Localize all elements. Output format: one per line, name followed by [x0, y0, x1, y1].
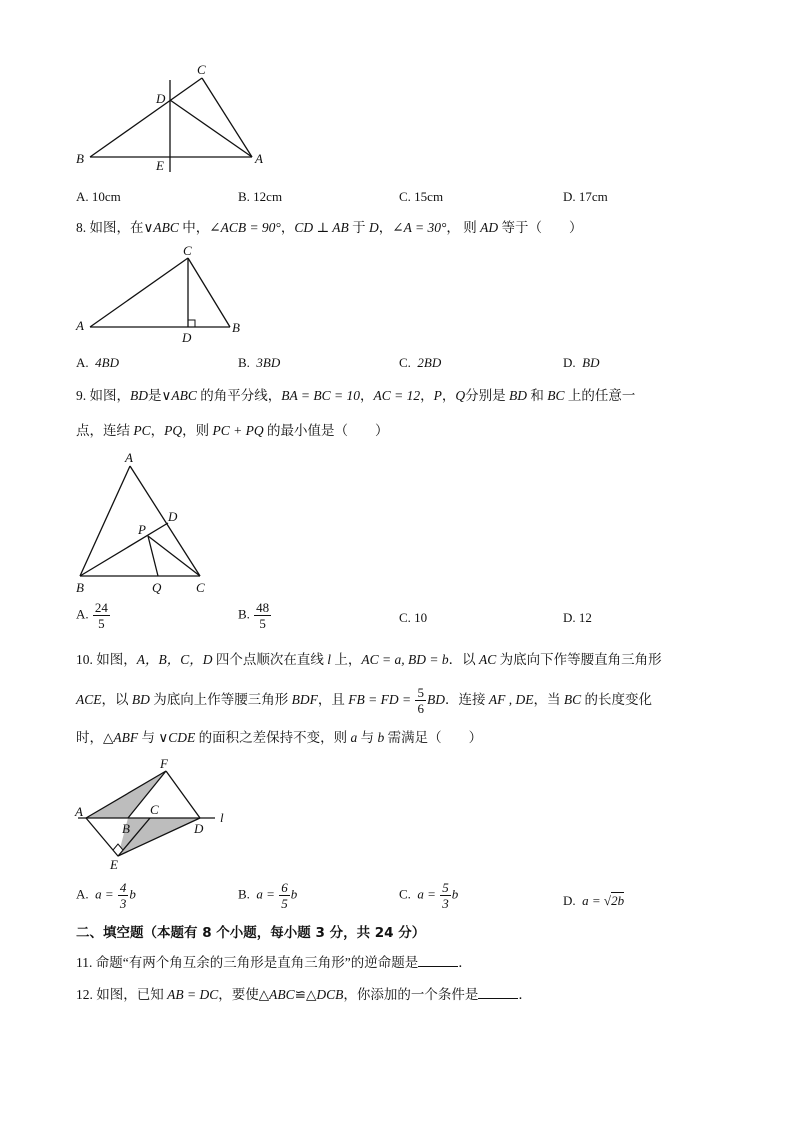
q9-text: 点，连结	[76, 423, 134, 438]
q9-text: 是	[148, 388, 162, 403]
q8-option-d[interactable]	[563, 354, 599, 372]
q8-text: 8. 如图，在	[76, 220, 144, 235]
q10-segment: AC	[478, 652, 497, 667]
option-lhs: a =	[417, 886, 440, 902]
q12-text: ，你添加的一个条件是	[343, 987, 479, 1002]
option-label: A.	[76, 606, 89, 622]
option-lhs: a =	[256, 886, 279, 902]
q8-text: ，	[378, 220, 393, 235]
numerator: 5	[442, 880, 449, 895]
q10-text: 与	[138, 730, 159, 745]
q10-triangle: ∨CDE	[158, 730, 196, 745]
option-value: 3BD	[256, 355, 281, 370]
label-c: C	[196, 580, 205, 595]
option-rhs: 2b	[611, 893, 625, 908]
q7-option-c[interactable]: C. 15cm	[399, 189, 444, 204]
question-9-line-1	[76, 386, 635, 406]
q9-segment: BD	[509, 388, 527, 403]
q8-condition: CD ⊥ AB	[294, 220, 349, 235]
q10-text: 10. 如图，	[76, 652, 137, 667]
q11-text: ．	[458, 955, 472, 970]
q10-var: a	[350, 730, 358, 745]
answer-blank[interactable]	[478, 984, 518, 999]
q8-option-b[interactable]	[238, 354, 280, 372]
q8-abc: ABC	[153, 220, 179, 235]
q9-option-c[interactable]: C. 10	[399, 610, 428, 625]
fraction	[415, 685, 426, 716]
figure-q7	[70, 60, 270, 180]
q9-segment: PC	[133, 423, 151, 438]
radical-symbol: √	[603, 893, 612, 908]
label-a: A	[76, 318, 84, 333]
option-label: C.	[399, 886, 411, 902]
q10-text: 四个点顺次在直线	[212, 652, 328, 667]
option-value: 4BD	[95, 355, 119, 370]
q10-option-d[interactable]	[563, 892, 624, 910]
q8-text: 等于（ ）	[498, 220, 583, 235]
option-value: 2BD	[417, 355, 442, 370]
q8-tri-symbol: ∨	[143, 220, 154, 235]
q10-text: ，当	[533, 692, 564, 707]
q12-text: ，要使	[218, 987, 259, 1002]
q9-option-b[interactable]	[238, 600, 272, 631]
q10-triangle: △ABF	[103, 730, 139, 745]
q8-text: 于	[348, 220, 370, 235]
label-b: B	[76, 580, 84, 595]
q10-text: 上，	[331, 652, 362, 667]
numerator: 5	[417, 685, 424, 701]
question-10-line-3	[76, 728, 482, 748]
q9-text: ，	[150, 423, 165, 438]
q10-text: 的长度变化	[581, 692, 652, 707]
label-d: D	[168, 509, 178, 524]
figure-q9	[70, 448, 220, 598]
q9-segment: BC	[547, 388, 565, 403]
q9-text: 9. 如图，	[76, 388, 130, 403]
q8-point: D	[369, 220, 379, 235]
denominator: 5	[259, 616, 266, 631]
q7-option-d[interactable]: D. 17cm	[563, 189, 608, 204]
denominator: 3	[442, 896, 449, 911]
label-d: D	[156, 91, 166, 106]
q12-text: 12. 如图，已知	[76, 987, 168, 1002]
q9-point: P	[433, 388, 442, 403]
label-a: A	[255, 151, 263, 166]
q7-option-b[interactable]: B. 12cm	[238, 189, 283, 204]
numerator: 48	[256, 600, 270, 615]
option-label: C.	[399, 355, 411, 370]
q9-text: ，	[360, 388, 374, 403]
q8-text: ，	[280, 220, 295, 235]
q10-text: 的面积之差保持不变，则	[195, 730, 351, 745]
label-c: C	[150, 802, 159, 817]
q8-condition: ∠ACB = 90°	[209, 220, 281, 235]
question-11	[76, 952, 472, 973]
q10-option-a[interactable]	[76, 880, 136, 911]
question-12	[76, 984, 532, 1005]
congruent-symbol: ≌	[294, 987, 306, 1002]
label-e: E	[110, 857, 118, 872]
q10-option-c[interactable]	[399, 880, 458, 911]
q7-option-a[interactable]: A. 10cm	[76, 189, 121, 204]
label-f: F	[160, 756, 168, 771]
label-b: B	[76, 151, 84, 166]
option-label: B.	[238, 886, 250, 902]
q10-condition: FB = FD =	[348, 692, 415, 707]
q8-text: 中，	[178, 220, 210, 235]
fraction	[254, 600, 271, 631]
fraction	[118, 880, 129, 911]
q9-tri-symbol: ∨	[161, 388, 172, 403]
numerator: 6	[281, 880, 288, 895]
numerator: 24	[94, 600, 108, 615]
q9-abc: ABC	[171, 388, 197, 403]
q10-text: 为底向下作等腰直角三角形	[496, 652, 662, 667]
q10-text: ，且	[317, 692, 349, 707]
q10-segments: AF , DE	[488, 692, 534, 707]
option-label: A.	[76, 355, 89, 370]
option-label: D.	[563, 355, 576, 370]
q10-text: ．以	[448, 652, 479, 667]
label-q: Q	[152, 580, 162, 595]
fraction	[440, 880, 451, 911]
denominator: 3	[119, 896, 127, 911]
q9-condition: BA = BC = 10	[281, 388, 360, 403]
q9-text: 和	[527, 388, 548, 403]
q10-var: b	[377, 730, 385, 745]
q9-text: 上的任意一	[564, 388, 636, 403]
q9-condition: AC = 12	[373, 388, 421, 403]
q9-segment: PQ	[164, 423, 183, 438]
q8-text: ， 则	[446, 220, 481, 235]
q10-line: l	[327, 652, 332, 667]
option-rhs: b	[129, 886, 136, 902]
label-a: A	[75, 804, 83, 819]
label-c: C	[197, 62, 206, 77]
denominator: 6	[417, 701, 424, 717]
q9-text: 的最小值是（ ）	[263, 423, 389, 438]
option-lhs: a =	[582, 893, 604, 908]
option-label: B.	[238, 606, 250, 622]
question-9-line-2	[76, 421, 389, 441]
option-rhs: b	[290, 886, 298, 902]
q10-text: ，以	[101, 692, 132, 707]
question-8	[76, 218, 583, 238]
q9-option-d[interactable]: D. 12	[563, 610, 592, 625]
label-d: D	[194, 821, 204, 836]
denominator: 5	[98, 616, 105, 631]
question-10-line-2	[76, 685, 652, 716]
label-b: B	[232, 320, 240, 335]
q10-option-b[interactable]	[238, 880, 297, 911]
section-2-title: 二、填空题（本题有 8 个小题，每小题 3 分，共 24 分）	[76, 925, 426, 941]
q10-text: 需满足（ ）	[384, 730, 483, 745]
label-d: D	[182, 330, 192, 345]
figure-q8	[70, 240, 260, 350]
fraction	[279, 880, 290, 911]
option-value: BD	[582, 355, 600, 370]
q8-option-c[interactable]	[399, 354, 441, 372]
label-a: A	[125, 450, 133, 465]
option-rhs: b	[451, 886, 459, 902]
option-lhs: a =	[95, 886, 117, 902]
label-c: C	[183, 243, 192, 258]
q9-text: ，则	[182, 423, 213, 438]
q10-points: A，B，C，D	[136, 652, 213, 667]
question-10-line-1	[76, 650, 662, 670]
label-e: E	[156, 158, 164, 173]
q9-text: 的角平分线，	[196, 388, 282, 403]
q8-condition: ∠A = 30°	[392, 220, 447, 235]
q12-text: ．	[518, 987, 532, 1002]
figure-q10	[70, 756, 240, 872]
q10-segment: BD	[426, 692, 445, 707]
q10-text: 与	[357, 730, 378, 745]
q9-segment: BD	[130, 388, 148, 403]
fraction	[93, 600, 110, 631]
label-l: l	[220, 810, 224, 825]
option-label: D.	[563, 893, 576, 908]
q12-triangle: △DCB	[305, 987, 344, 1002]
q9-option-a[interactable]	[76, 600, 111, 631]
q10-segment: BD	[131, 692, 150, 707]
q12-condition: AB = DC	[167, 987, 219, 1002]
label-b: B	[122, 821, 130, 836]
q10-text: 时，	[76, 730, 103, 745]
q9-text: ，	[441, 388, 456, 403]
q9-expression: PC + PQ	[212, 423, 264, 438]
answer-blank[interactable]	[418, 952, 458, 967]
q10-segment: BC	[563, 692, 582, 707]
q8-segment: AD	[480, 220, 499, 235]
q11-text: 11. 命题“有两个角互余的三角形是直角三角形”的逆命题是	[76, 955, 419, 970]
q9-text: 分别是	[465, 388, 509, 403]
q10-triangle: ACE	[76, 692, 102, 707]
q10-text: ．连接	[444, 692, 489, 707]
label-p: P	[138, 522, 146, 537]
q9-point: Q	[455, 388, 466, 403]
option-label: B.	[238, 355, 250, 370]
q9-text: ，	[420, 388, 434, 403]
q8-option-a[interactable]	[76, 354, 119, 372]
q12-triangle: △ABC	[258, 987, 295, 1002]
option-label: A.	[76, 886, 89, 902]
denominator: 5	[281, 896, 288, 911]
q10-text: 为底向上作等腰三角形	[149, 692, 292, 707]
numerator: 4	[119, 880, 127, 895]
q10-triangle: BDF	[291, 692, 318, 707]
q10-condition: AC = a, BD = b	[361, 652, 449, 667]
